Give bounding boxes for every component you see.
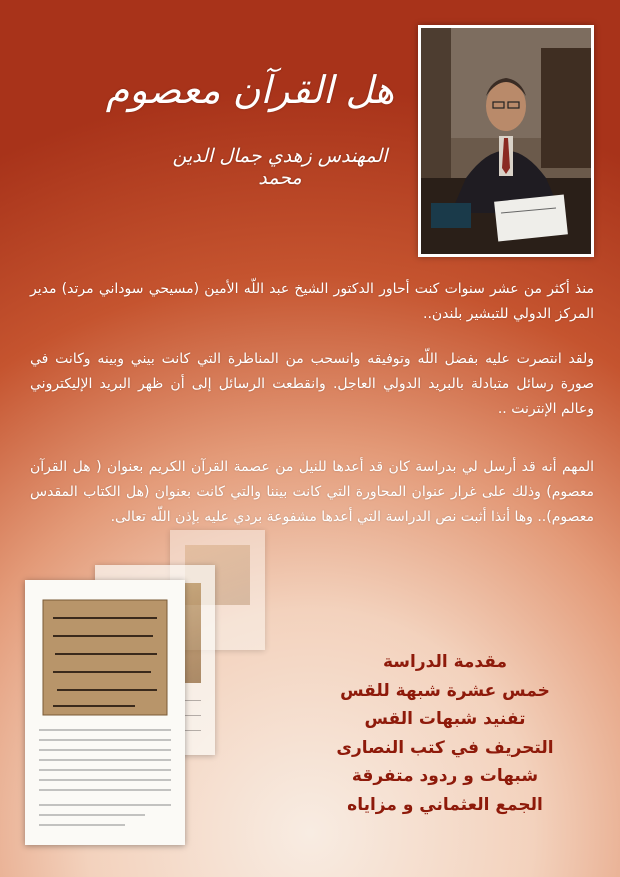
manuscript-pages-image [25,530,265,850]
victory-paragraph: ولقد انتصرت عليه بفضل اللّه وتوفيقه وانسحب من المناظرة التي كانت بيني وبينه وكانت في صورة رسائل متبادلة بالبريد الدولي العاجل. وانقطعت الرسائل إلى أن ظهر البريد الإليكتروني وعالم الإنترنت .. [30,351,594,417]
book-title: هل القرآن معصوم [105,68,395,112]
contents-item-refutation: تفنيد شبهات القس [364,709,526,729]
study-paragraph: المهم أنه قد أرسل لي بدراسة كان قد أعدها للنيل من عصمة القرآن الكريم بعنوان ( هل القرآن معصوم) وذلك على غرار عنوان المحاورة التي كانت بيننا والتي كانت بعنوان (هل الكتاب المقدس معصوم).. وها أنذا أثبت نص الدراسة التي أعدها مشفوعة بردي عليه بإذن اللّه تعالى. [30,459,594,525]
contents-item-uthmani-compilation: الجمع العثماني و مزاياه [347,794,543,815]
intro-paragraph: منذ أكثر من عشر سنوات كنت أحاور الدكتور الشيخ عبد اللّه الأمين (مسيحي سوداني مرتد) مدير المركز الدولي للتبشير بلندن.. [30,281,594,322]
contents-item-misc-doubts: شبهات و ردود متفرقة [351,766,539,786]
quran-manuscript-icon [25,580,185,845]
author-name: المهندس زهدي جمال الدين محمد [172,145,388,189]
author-photo [418,25,594,257]
contents-item-introduction: مقدمة الدراسة [382,652,507,672]
contents-item-fifteen-doubts: خمس عشرة شبهة للقس [340,680,550,701]
author-portrait-icon [421,28,591,254]
contents-item-distortion: التحريف في كتب النصارى [336,737,554,758]
manuscript-page-front [25,580,185,845]
contents-list [300,648,590,819]
